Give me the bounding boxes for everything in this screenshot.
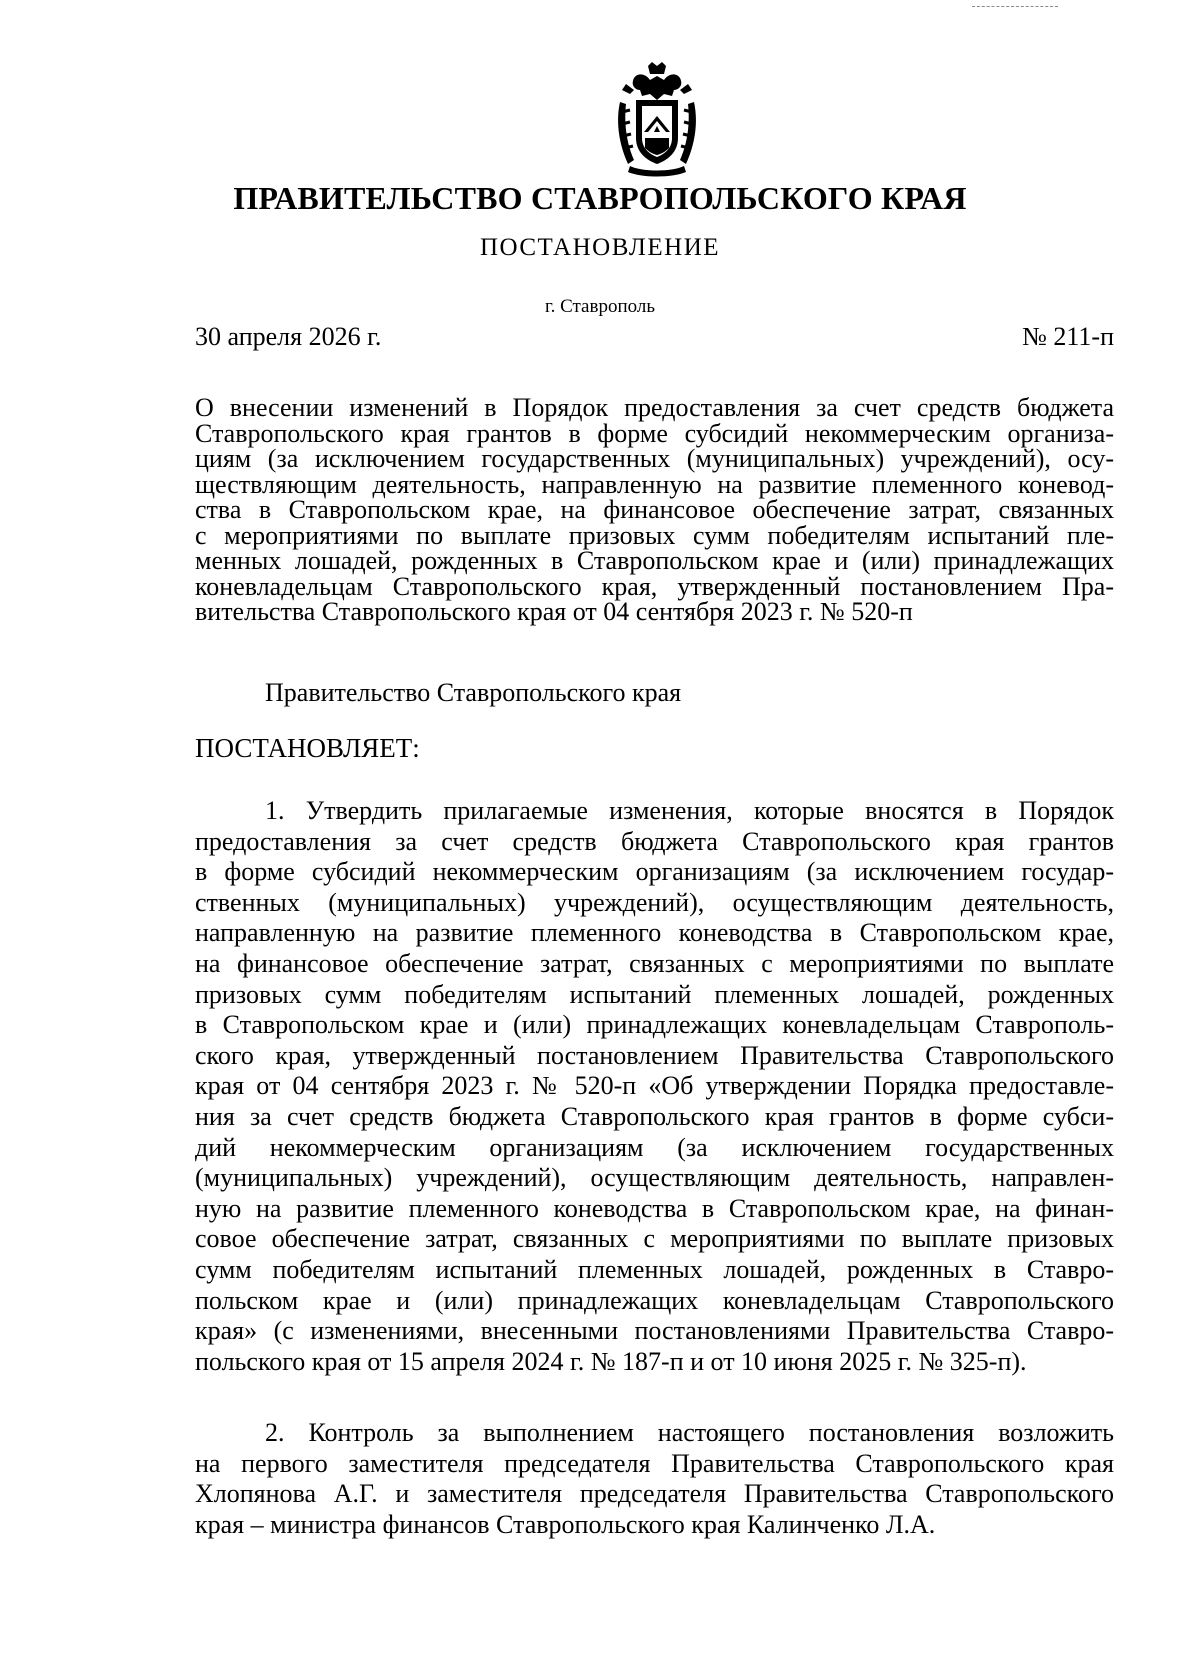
paragraph-line: края от 04 сентября 2023 г. № 520-п «Об утверждении Порядка предоставле- (195, 1071, 1114, 1101)
paragraph-line: направленную на развитие племенного коневодства в Ставропольском крае, (195, 918, 1114, 948)
resolves-heading: ПОСТАНОВЛЯЕТ: (195, 733, 420, 763)
paragraph-line: сумм победителям испытаний племенных лошадей, рожденных в Ставро- (195, 1254, 1114, 1284)
paragraph-line: на первого заместителя председателя Правительства Ставропольского края (195, 1448, 1114, 1478)
subject-line: вительства Ставропольского края от 04 сентября 2023 г. № 520-п (195, 597, 913, 626)
paragraph-line: края» (с изменениями, внесенными постановлениями Правительства Ставро- (195, 1316, 1114, 1346)
paragraph-2 (195, 1418, 1114, 1540)
paragraph-line: дий некоммерческим организациям (за исключением государственных (195, 1132, 1114, 1162)
paragraph-line: предоставления за счет средств бюджета Ставропольского края грантов (195, 826, 1114, 856)
subject-line: О внесении изменений в Порядок предоставления за счет средств бюджета (195, 393, 1114, 422)
paragraph-line: 2. Контроль за выполнением настоящего постановления возложить (265, 1418, 1114, 1447)
paragraph-line: 1. Утвердить прилагаемые изменения, которые вносятся в Порядок (265, 796, 1114, 825)
paragraph-line: ственных (муниципальных) учреждений), осуществляющим деятельность, (195, 887, 1114, 917)
paragraph-line: края – министра финансов Ставропольского края Калинченко Л.А. (195, 1509, 936, 1539)
paragraph-line: на финансовое обеспечение затрат, связанных с мероприятиями по выплате (195, 948, 1114, 978)
paragraph-line: ского края, утвержденный постановлением Правительства Ставропольского (195, 1040, 1114, 1070)
paragraph-line: Хлопянова А.Г. и заместителя председателя Правительства Ставропольского (195, 1479, 1114, 1509)
document-type: ПОСТАНОВЛЕНИЕ (479, 234, 721, 261)
subject-line: менных лошадей, рожденных в Ставропольском крае и (или) принадлежащих (195, 546, 1114, 575)
paragraph-line: ния за счет средств бюджета Ставропольского края грантов в форме субси- (195, 1101, 1114, 1131)
scan-corner-mark (972, 6, 1058, 7)
government-title: ПРАВИТЕЛЬСТВО СТАВРОПОЛЬСКОГО КРАЯ (233, 180, 967, 216)
paragraph-line: в Ставропольском крае и (или) принадлежащих коневладельцам Ставрополь- (195, 1010, 1114, 1040)
paragraph-1 (195, 796, 1114, 1377)
paragraph-line: польского края от 15 апреля 2024 г. № 187-п и от 10 июня 2025 г. № 325-п). (195, 1346, 1027, 1376)
paragraph-line: ную на развитие племенного коневодства в Ставропольском крае, на финан- (195, 1193, 1114, 1223)
subject-line: циям (за исключением государственных (муниципальных) учреждений), осу- (195, 444, 1114, 473)
addressee: Правительство Ставропольского края (265, 678, 682, 707)
paragraph-line: совое обеспечение затрат, связанных с мероприятиями по выплате призовых (195, 1224, 1114, 1254)
subject-line: Ставропольского края грантов в форме субсидий некоммерческим организа- (195, 418, 1114, 448)
paragraph-line: в форме субсидий некоммерческим организациям (за исключением государ- (195, 857, 1114, 887)
paragraph-line: призовых сумм победителям испытаний племенных лошадей, рожденных (195, 979, 1114, 1009)
paragraph-line: польском крае и (или) принадлежащих коневладельцам Ставропольского (195, 1285, 1114, 1315)
paragraph-line: (муниципальных) учреждений), осуществляющим деятельность, направлен- (195, 1163, 1114, 1193)
document-date: 30 апреля 2026 г. (195, 322, 382, 351)
subject-line: с мероприятиями по выплате призовых сумм победителям испытаний пле- (195, 520, 1114, 550)
city-line: г. Ставрополь (544, 296, 656, 317)
coat-of-arms-icon (612, 60, 702, 178)
document-number: № 211-п (1022, 322, 1114, 351)
document-subject (195, 395, 1114, 625)
subject-line: коневладельцам Ставропольского края, утвержденный постановлением Пра- (195, 571, 1114, 601)
subject-line: ства в Ставропольском крае, на финансовое обеспечение затрат, связанных (195, 495, 1114, 524)
subject-line: ществляющим деятельность, направленную на развитие племенного коневод- (195, 469, 1114, 499)
